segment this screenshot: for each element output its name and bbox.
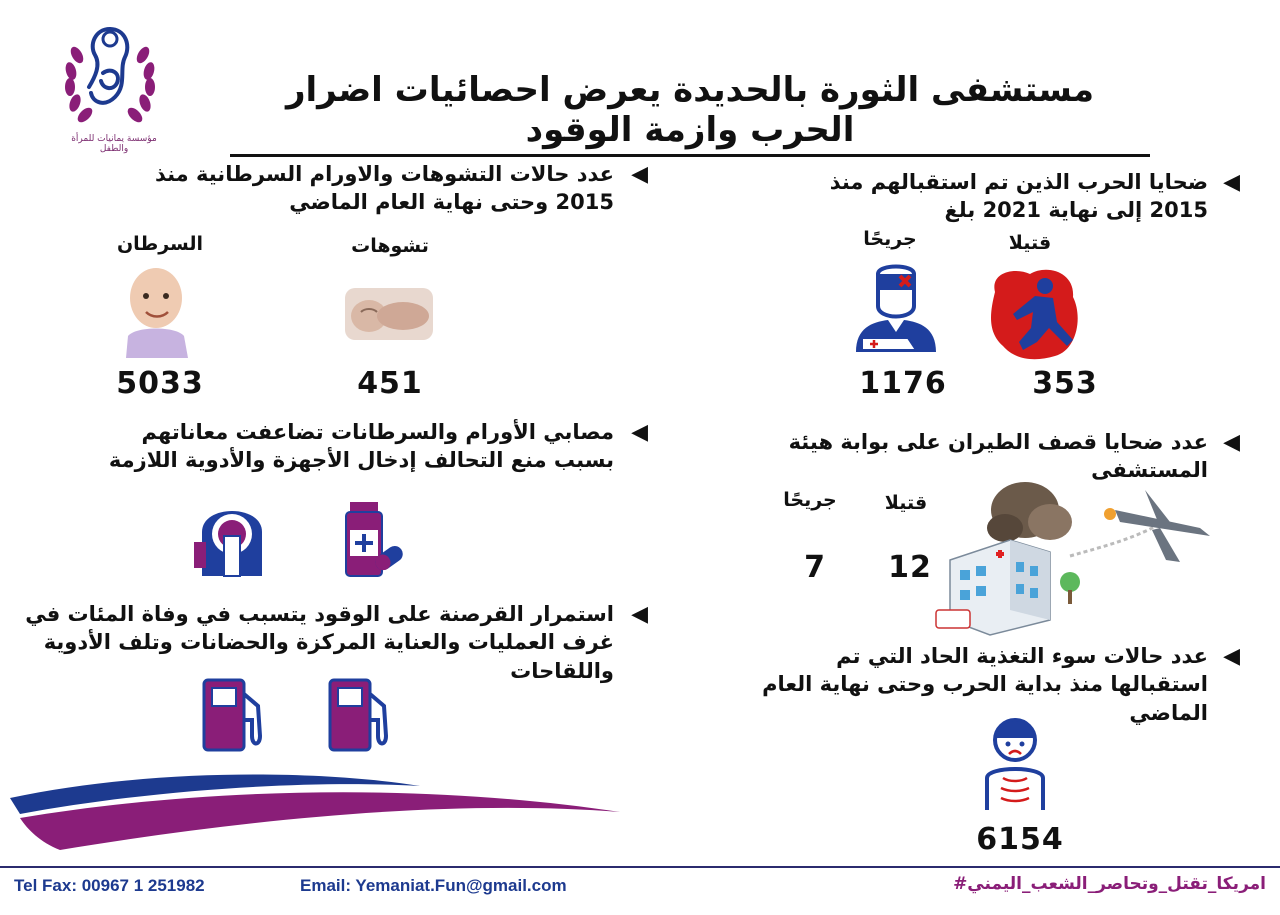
page-title: مستشفى الثورة بالحديدة يعرض احصائيات اضرار الحرب وازمة الوقود	[230, 70, 1150, 157]
war-wounded-count: 1176	[859, 366, 947, 401]
airstrike-killed-count: 12	[888, 550, 932, 585]
cancer-patients-section	[90, 418, 648, 475]
fighter-jet-icon	[1104, 490, 1210, 562]
fuel-heading: استمرار القرصنة على الوقود يتسبب في وفاة المئات في غرف العمليات والعناية المركزة والحضانات وتلف الأدوية واللقاحات	[25, 602, 614, 683]
deformity-label: تشوهات	[351, 235, 429, 257]
airstrike-killed-label: قتيلا	[884, 492, 928, 514]
cancer-count: 5033	[116, 366, 204, 401]
war-wounded-label: جريحًا	[863, 228, 917, 250]
wounded-figure-icon	[848, 262, 944, 358]
fuel-pump-icon	[326, 676, 398, 752]
airstrike-hospital-illustration	[930, 470, 1220, 640]
pointer-arrow-icon: ◀	[1223, 430, 1240, 455]
airstrike-wounded-label: جريحًا	[783, 489, 837, 511]
war-killed-label: قتيلا	[1008, 232, 1052, 254]
malnourished-child-icon	[975, 712, 1055, 812]
medicine-bottle-icon	[340, 500, 406, 580]
war-killed-count: 353	[1032, 366, 1098, 401]
fuel-pump-icon	[200, 676, 272, 752]
airstrike-wounded-count: 7	[804, 550, 826, 585]
cancer-label: السرطان	[116, 233, 204, 255]
deformities-section	[100, 160, 648, 217]
malnutrition-count: 6154	[976, 822, 1064, 857]
malnutrition-heading: عدد حالات سوء التغذية الحاد التي تم استقبالها منذ بداية الحرب وحتى نهاية العام الماضي	[762, 644, 1208, 725]
footer-hashtag: امريكا_تقتل_وتحاصر_الشعب_اليمني#	[953, 874, 1266, 894]
deformity-infant-photo	[345, 288, 433, 340]
footer-tel-fax: Tel Fax: 00967 1 251982	[14, 876, 205, 895]
pointer-arrow-icon: ◀	[631, 162, 648, 187]
fuel-section	[18, 600, 648, 685]
pointer-arrow-icon: ◀	[1223, 170, 1240, 195]
hospital-building-icon	[936, 540, 1080, 635]
pointer-arrow-icon: ◀	[631, 602, 648, 627]
mri-scanner-icon	[194, 492, 270, 578]
deformity-count: 451	[357, 366, 423, 401]
logo-emblem-icon	[55, 15, 165, 145]
foundation-logo	[55, 15, 165, 150]
deformities-heading: عدد حالات التشوهات والاورام السرطانية منذ 2015 وحتى نهاية العام الماضي	[154, 162, 614, 215]
cancer-child-photo	[118, 262, 196, 358]
airstrike-heading: عدد ضحايا قصف الطيران على بوابة هيئة المستشفى	[788, 430, 1208, 483]
logo-caption: مؤسسة يمانيات للمرأة والطفل	[71, 134, 157, 154]
pointer-arrow-icon: ◀	[1223, 644, 1240, 669]
war-victims-heading: ضحايا الحرب الذين تم استقبالهم منذ 2015 إلى نهاية 2021 بلغ	[829, 170, 1208, 223]
killed-figure-icon	[985, 262, 1085, 362]
pointer-arrow-icon: ◀	[631, 420, 648, 445]
war-victims-section	[770, 168, 1240, 225]
footer-email: Email: Yemaniat.Fun@gmail.com	[300, 876, 567, 895]
decorative-swoosh	[0, 768, 630, 858]
cancer-patients-heading: مصابي الأورام والسرطانات تضاعفت معاناتهم بسبب منع التحالف إدخال الأجهزة والأدوية اللازمة	[108, 420, 614, 473]
footer-divider	[0, 866, 1280, 868]
